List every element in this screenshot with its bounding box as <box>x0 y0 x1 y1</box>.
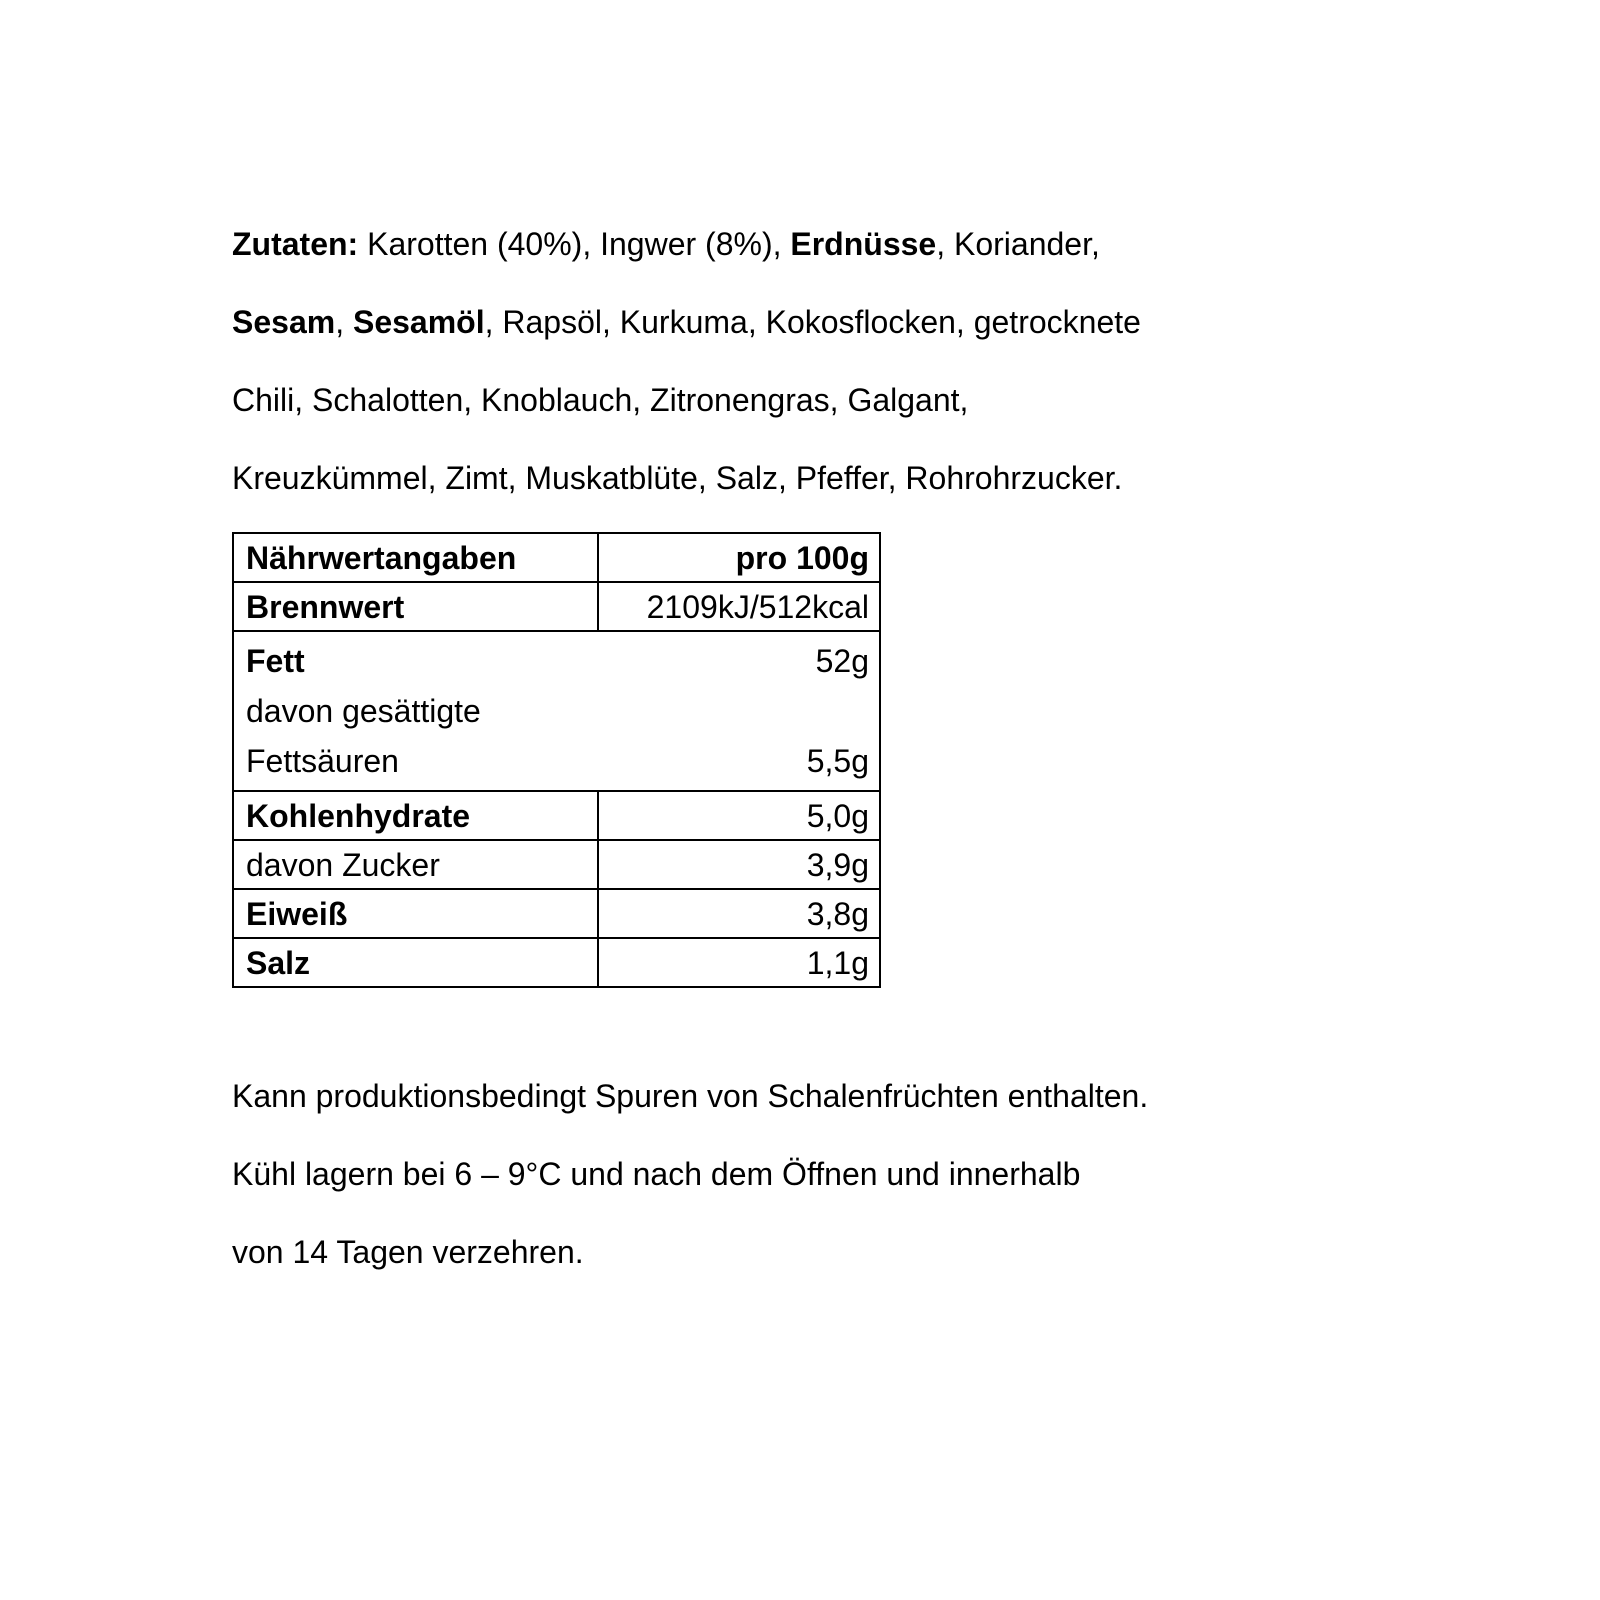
carbs-label: Kohlenhydrate <box>233 791 598 840</box>
carbs-value: 5,0g <box>598 791 880 840</box>
saturated-label-2: Fettsäuren <box>246 743 399 779</box>
note-storage-2: von 14 Tagen verzehren. <box>232 1234 584 1270</box>
table-row <box>233 791 880 840</box>
note-storage-1: Kühl lagern bei 6 – 9°C und nach dem Öffnen und innerhalb <box>232 1156 1081 1192</box>
ingredients-text: , Rapsöl, Kurkuma, Kokosflocken, getrocknete <box>484 304 1141 340</box>
table-row <box>233 840 880 889</box>
ingredients-text: , Koriander, <box>936 226 1100 262</box>
ingredients-line-1 <box>232 224 1100 264</box>
allergen-text: Sesam <box>232 304 336 340</box>
ingredients-label: Zutaten: <box>232 226 359 262</box>
allergen-text: Erdnüsse <box>790 226 937 262</box>
nutrition-header-label: Nährwertangaben <box>233 533 598 582</box>
nutrition-table <box>232 532 881 988</box>
salt-label: Salz <box>233 938 598 987</box>
table-row <box>233 938 880 987</box>
fat-label: Fett <box>246 643 305 679</box>
ingredients-text: Karotten (40%), Ingwer (8%), <box>358 226 791 262</box>
protein-label: Eiweiß <box>233 889 598 938</box>
saturated-label-1: davon gesättigte <box>246 693 481 729</box>
table-row <box>233 889 880 938</box>
fat-cell <box>233 631 880 791</box>
allergen-text: Sesamöl <box>352 304 485 340</box>
salt-value: 1,1g <box>598 938 880 987</box>
saturated-value: 5,5g <box>806 743 869 779</box>
table-row <box>233 631 880 791</box>
energy-label: Brennwert <box>233 582 598 631</box>
ingredients-line-2 <box>232 302 1141 342</box>
energy-value: 2109kJ/512kcal <box>598 582 880 631</box>
protein-value: 3,8g <box>598 889 880 938</box>
table-row <box>233 533 880 582</box>
sugar-value: 3,9g <box>598 840 880 889</box>
note-traces: Kann produktionsbedingt Spuren von Schalenfrüchten enthalten. <box>232 1078 1149 1114</box>
nutrition-header-value: pro 100g <box>598 533 880 582</box>
ingredients-line-4: Kreuzkümmel, Zimt, Muskatblüte, Salz, Pfeffer, Rohrohrzucker. <box>232 460 1123 496</box>
ingredients-line-3: Chili, Schalotten, Knoblauch, Zitronengras, Galgant, <box>232 382 969 418</box>
sugar-label: davon Zucker <box>233 840 598 889</box>
table-row <box>233 582 880 631</box>
fat-value: 52g <box>815 643 869 679</box>
ingredients-text: , <box>335 304 353 340</box>
